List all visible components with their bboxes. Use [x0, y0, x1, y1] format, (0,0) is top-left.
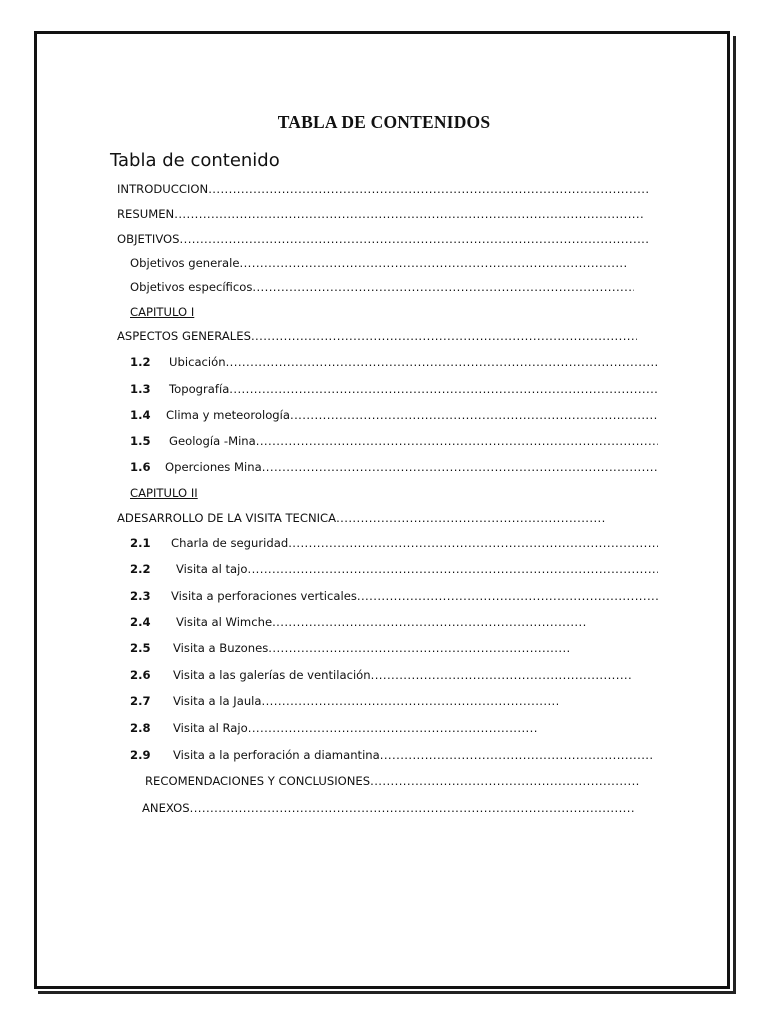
toc-section-number: 2.3	[130, 589, 151, 603]
toc-leader-dots	[190, 800, 634, 816]
toc-entry-resumen[interactable]	[117, 204, 644, 222]
toc-leader-dots	[180, 231, 648, 247]
toc-entry-label: Visita al Rajo	[173, 721, 248, 735]
toc-leader-dots	[239, 255, 628, 271]
toc-section-number: 2.7	[130, 694, 151, 708]
toc-entry-section-2-6[interactable]	[130, 665, 633, 683]
toc-entry-section-2-4[interactable]	[130, 612, 587, 630]
toc-entry-label: Visita a la perforación a diamantina	[173, 748, 380, 762]
toc-section-number: 2.5	[130, 641, 151, 655]
toc-section-number: 2.4	[130, 615, 151, 629]
document-title: TABLA DE CONTENIDOS	[277, 112, 491, 132]
toc-leader-dots	[256, 433, 658, 449]
toc-leader-dots	[251, 328, 637, 344]
toc-entry-introduccion[interactable]	[117, 179, 648, 197]
toc-leader-dots	[226, 354, 658, 370]
toc-entry-label: RECOMENDACIONES Y CONCLUSIONES	[145, 774, 371, 788]
toc-leader-dots	[208, 181, 648, 197]
toc-entry-section-2-8[interactable]	[130, 718, 537, 736]
toc-section-number: 1.2	[130, 355, 151, 369]
toc-leader-dots	[252, 279, 634, 295]
toc-leader-dots	[357, 588, 658, 604]
toc-entry-section-2-3[interactable]	[130, 586, 658, 604]
toc-entry-aspectos-generales[interactable]	[117, 326, 637, 344]
page-border-shadow-right	[733, 36, 736, 994]
toc-leader-dots	[370, 773, 641, 789]
toc-entry-label: Topografía	[169, 382, 230, 396]
toc-entry-section-2-7[interactable]	[130, 691, 558, 709]
toc-entry-label: Visita a la Jaula	[173, 694, 262, 708]
toc-entry-section-2-9[interactable]	[130, 745, 653, 763]
toc-entry-capitulo-1[interactable]	[130, 302, 330, 320]
toc-entry-label: Objetivos generale	[130, 256, 240, 270]
toc-entry-label: Operciones Mina	[165, 460, 262, 474]
toc-entry-section-2-2[interactable]	[130, 559, 658, 577]
toc-heading: Tabla de contenido	[110, 150, 280, 171]
toc-entry-label: Geología -Mina	[169, 434, 256, 448]
toc-leader-dots	[247, 561, 658, 577]
toc-leader-dots	[290, 407, 658, 423]
toc-entry-label: Charla de seguridad	[171, 536, 289, 550]
toc-leader-dots	[380, 747, 653, 763]
toc-entry-recomendaciones[interactable]	[145, 771, 641, 789]
toc-entry-label: Visita a las galerías de ventilación	[173, 668, 371, 682]
toc-entry-section-1-2[interactable]	[130, 352, 658, 370]
toc-entry-anexos[interactable]	[142, 798, 634, 816]
toc-section-number: 1.4	[130, 408, 151, 422]
page-border-shadow-bottom	[38, 991, 736, 994]
toc-entry-section-2-5[interactable]	[130, 638, 570, 656]
toc-entry-label: Visita al Wimche	[176, 615, 273, 629]
toc-leader-dots	[336, 510, 606, 526]
toc-entry-label: ASPECTOS GENERALES	[117, 329, 251, 343]
toc-entry-label: RESUMEN	[117, 207, 175, 221]
toc-leader-dots	[371, 667, 633, 683]
toc-entry-section-1-3[interactable]	[130, 379, 658, 397]
toc-section-number: 1.5	[130, 434, 151, 448]
toc-section-number: 1.3	[130, 382, 151, 396]
toc-entry-section-1-6[interactable]	[130, 457, 658, 475]
toc-entry-label: Objetivos específicos	[130, 280, 253, 294]
toc-section-number: 2.1	[130, 536, 151, 550]
toc-section-number: 2.9	[130, 748, 151, 762]
toc-leader-dots	[174, 206, 644, 222]
toc-entry-label: Visita a Buzones	[173, 641, 269, 655]
toc-entry-section-2-1[interactable]	[130, 533, 658, 551]
toc-leader-dots	[262, 459, 658, 475]
toc-chapter-label: CAPITULO I	[130, 305, 195, 319]
toc-entry-label: ANEXOS	[142, 801, 190, 815]
toc-section-number: 1.6	[130, 460, 151, 474]
toc-entry-capitulo-2[interactable]	[130, 483, 330, 501]
toc-entry-label: INTRODUCCION	[117, 182, 209, 196]
toc-section-number: 2.8	[130, 721, 151, 735]
toc-entry-label: Visita a perforaciones verticales	[171, 589, 357, 603]
toc-entry-objetivos[interactable]	[117, 229, 648, 247]
toc-entry-section-1-4[interactable]	[130, 405, 658, 423]
toc-entry-objetivos-generale[interactable]	[130, 253, 628, 271]
toc-entry-label: Ubicación	[169, 355, 226, 369]
toc-entry-label: Visita al tajo	[176, 562, 248, 576]
toc-chapter-label: CAPITULO II	[130, 486, 198, 500]
toc-entry-objetivos-especificos[interactable]	[130, 277, 634, 295]
toc-section-number: 2.2	[130, 562, 151, 576]
toc-leader-dots	[229, 381, 658, 397]
toc-leader-dots	[268, 640, 570, 656]
toc-leader-dots	[288, 535, 658, 551]
toc-entry-label: ADESARROLLO DE LA VISITA TECNICA	[117, 511, 337, 525]
toc-entry-label: Clima y meteorología	[166, 408, 290, 422]
toc-leader-dots	[272, 614, 587, 630]
toc-section-number: 2.6	[130, 668, 151, 682]
toc-entry-label: OBJETIVOS	[117, 232, 180, 246]
toc-entry-desarrollo[interactable]	[117, 508, 606, 526]
toc-entry-section-1-5[interactable]	[130, 431, 658, 449]
toc-leader-dots	[248, 720, 537, 736]
toc-leader-dots	[262, 693, 559, 709]
